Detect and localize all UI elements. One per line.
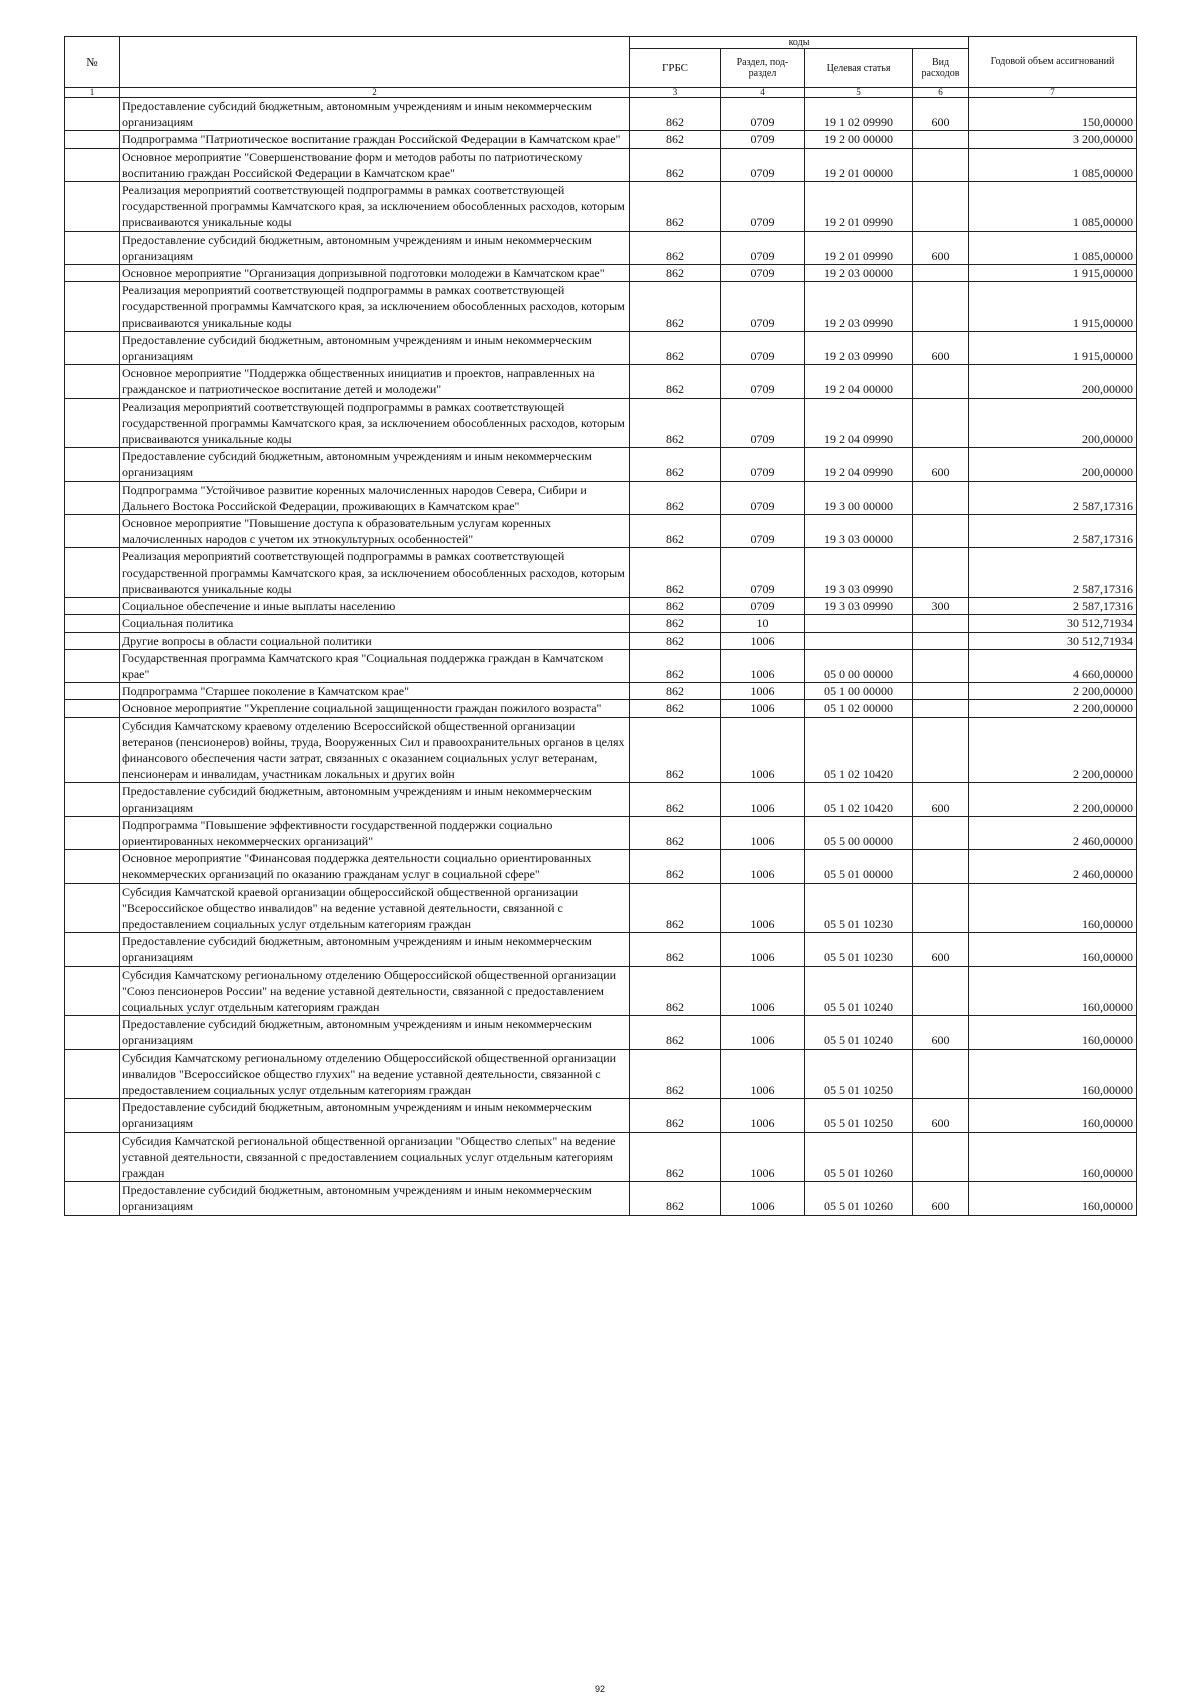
row-number-cell bbox=[65, 481, 120, 514]
row-sum-cell: 2 200,00000 bbox=[969, 783, 1137, 816]
row-sum-cell: 160,00000 bbox=[969, 1016, 1137, 1049]
row-sum-cell: 1 915,00000 bbox=[969, 331, 1137, 364]
row-cst-cell: 05 5 01 10230 bbox=[805, 933, 913, 966]
row-cst-cell: 19 2 00 00000 bbox=[805, 131, 913, 148]
row-number-cell bbox=[65, 131, 120, 148]
row-razdel-cell: 0709 bbox=[721, 182, 805, 232]
table-row bbox=[65, 700, 1137, 717]
table-row bbox=[65, 933, 1137, 966]
header-cst: Целевая статья bbox=[805, 49, 913, 88]
row-number-cell bbox=[65, 649, 120, 682]
row-number-cell bbox=[65, 632, 120, 649]
row-sum-cell: 150,00000 bbox=[969, 98, 1137, 131]
row-grbs-cell: 862 bbox=[630, 448, 721, 481]
row-sum-cell: 3 200,00000 bbox=[969, 131, 1137, 148]
row-cst-cell bbox=[805, 632, 913, 649]
row-vid-cell bbox=[913, 398, 969, 448]
row-vid-cell bbox=[913, 282, 969, 332]
row-name-cell: Субсидия Камчатскому региональному отделению Общероссийской общественной организации "Союз пенсионеров России" на ведение уставной деятельности, связанной с предоставлением социальных услуг отдельным категориям граждан bbox=[120, 966, 630, 1016]
row-name-cell: Социальная политика bbox=[120, 615, 630, 632]
row-vid-cell: 600 bbox=[913, 933, 969, 966]
table-row bbox=[65, 515, 1137, 548]
row-grbs-cell: 862 bbox=[630, 515, 721, 548]
row-grbs-cell: 862 bbox=[630, 700, 721, 717]
row-vid-cell: 300 bbox=[913, 598, 969, 615]
row-vid-cell: 600 bbox=[913, 1099, 969, 1132]
table-row bbox=[65, 1016, 1137, 1049]
row-vid-cell bbox=[913, 148, 969, 181]
row-razdel-cell: 1006 bbox=[721, 1016, 805, 1049]
row-number-cell bbox=[65, 448, 120, 481]
row-cst-cell: 05 5 01 10250 bbox=[805, 1099, 913, 1132]
row-name-cell: Субсидия Камчатскому краевому отделению Всероссийской общественной организации ветеранов (пенсионеров) войны, труда, Вооруженных Сил и правоохранительных органов в целях финансового обеспечения части затрат, связанных с оказанием социальных услуг ветеранам, пенсионерам и инвалидам, участникам локальных и других войн bbox=[120, 717, 630, 783]
row-vid-cell bbox=[913, 265, 969, 282]
row-name-cell: Субсидия Камчатской региональной общественной организации "Общество слепых" на ведение уставной деятельности, связанной с предоставлением социальных услуг отдельным категориям граждан bbox=[120, 1132, 630, 1182]
row-cst-cell: 05 0 00 00000 bbox=[805, 649, 913, 682]
row-sum-cell: 2 200,00000 bbox=[969, 700, 1137, 717]
row-vid-cell: 600 bbox=[913, 1182, 969, 1215]
row-number-cell bbox=[65, 598, 120, 615]
row-sum-cell: 2 587,17316 bbox=[969, 548, 1137, 598]
page-number: 92 bbox=[594, 1684, 605, 1694]
row-grbs-cell: 862 bbox=[630, 966, 721, 1016]
row-vid-cell: 600 bbox=[913, 331, 969, 364]
row-cst-cell: 19 2 03 09990 bbox=[805, 282, 913, 332]
header-no: № bbox=[65, 37, 120, 88]
row-razdel-cell: 0709 bbox=[721, 481, 805, 514]
row-vid-cell bbox=[913, 182, 969, 232]
row-number-cell bbox=[65, 365, 120, 398]
row-name-cell: Основное мероприятие "Организация допризывной подготовки молодежи в Камчатском крае" bbox=[120, 265, 630, 282]
row-name-cell: Предоставление субсидий бюджетным, автономным учреждениям и иным некоммерческим организациям bbox=[120, 448, 630, 481]
row-vid-cell bbox=[913, 1132, 969, 1182]
row-number-cell bbox=[65, 783, 120, 816]
row-grbs-cell: 862 bbox=[630, 1016, 721, 1049]
row-razdel-cell: 0709 bbox=[721, 548, 805, 598]
row-razdel-cell: 0709 bbox=[721, 265, 805, 282]
row-number-cell bbox=[65, 700, 120, 717]
row-sum-cell: 160,00000 bbox=[969, 1049, 1137, 1099]
row-grbs-cell: 862 bbox=[630, 850, 721, 883]
row-cst-cell: 05 1 00 00000 bbox=[805, 683, 913, 700]
row-grbs-cell: 862 bbox=[630, 933, 721, 966]
row-sum-cell: 1 085,00000 bbox=[969, 148, 1137, 181]
row-sum-cell: 1 085,00000 bbox=[969, 231, 1137, 264]
row-vid-cell bbox=[913, 481, 969, 514]
row-sum-cell: 2 200,00000 bbox=[969, 683, 1137, 700]
col-number: 4 bbox=[721, 88, 805, 98]
row-cst-cell: 05 5 01 10250 bbox=[805, 1049, 913, 1099]
row-razdel-cell: 1006 bbox=[721, 883, 805, 933]
row-vid-cell bbox=[913, 615, 969, 632]
table-row bbox=[65, 231, 1137, 264]
row-vid-cell: 600 bbox=[913, 231, 969, 264]
row-number-cell bbox=[65, 615, 120, 632]
row-cst-cell: 19 2 04 09990 bbox=[805, 398, 913, 448]
row-grbs-cell: 862 bbox=[630, 632, 721, 649]
row-grbs-cell: 862 bbox=[630, 282, 721, 332]
row-vid-cell bbox=[913, 649, 969, 682]
row-name-cell: Реализация мероприятий соответствующей подпрограммы в рамках соответствующей государственной программы Камчатского края, за исключением обособленных расходов, которым присваиваются уникальные коды bbox=[120, 548, 630, 598]
row-sum-cell: 160,00000 bbox=[969, 933, 1137, 966]
row-sum-cell: 160,00000 bbox=[969, 1099, 1137, 1132]
row-cst-cell: 05 1 02 00000 bbox=[805, 700, 913, 717]
row-vid-cell bbox=[913, 131, 969, 148]
row-razdel-cell: 1006 bbox=[721, 683, 805, 700]
row-cst-cell: 19 2 01 00000 bbox=[805, 148, 913, 181]
col-number: 2 bbox=[120, 88, 630, 98]
row-cst-cell: 05 5 00 00000 bbox=[805, 816, 913, 849]
row-number-cell bbox=[65, 515, 120, 548]
row-grbs-cell: 862 bbox=[630, 883, 721, 933]
header-row-codes bbox=[65, 37, 1137, 49]
row-sum-cell: 160,00000 bbox=[969, 1182, 1137, 1215]
table-row bbox=[65, 632, 1137, 649]
row-grbs-cell: 862 bbox=[630, 98, 721, 131]
row-grbs-cell: 862 bbox=[630, 148, 721, 181]
table-row bbox=[65, 649, 1137, 682]
budget-table-page bbox=[64, 36, 1136, 1216]
row-razdel-cell: 0709 bbox=[721, 331, 805, 364]
row-cst-cell: 19 2 04 00000 bbox=[805, 365, 913, 398]
row-name-cell: Предоставление субсидий бюджетным, автономным учреждениям и иным некоммерческим организациям bbox=[120, 231, 630, 264]
table-row bbox=[65, 448, 1137, 481]
row-name-cell: Предоставление субсидий бюджетным, автономным учреждениям и иным некоммерческим организациям bbox=[120, 98, 630, 131]
table-row bbox=[65, 282, 1137, 332]
row-sum-cell: 200,00000 bbox=[969, 398, 1137, 448]
row-name-cell: Предоставление субсидий бюджетным, автономным учреждениям и иным некоммерческим организациям bbox=[120, 1182, 630, 1215]
table-body bbox=[65, 98, 1137, 1216]
row-name-cell: Другие вопросы в области социальной политики bbox=[120, 632, 630, 649]
row-sum-cell: 30 512,71934 bbox=[969, 615, 1137, 632]
col-number: 7 bbox=[969, 88, 1137, 98]
row-vid-cell: 600 bbox=[913, 783, 969, 816]
row-number-cell bbox=[65, 683, 120, 700]
table-row bbox=[65, 182, 1137, 232]
row-vid-cell bbox=[913, 683, 969, 700]
row-grbs-cell: 862 bbox=[630, 816, 721, 849]
row-number-cell bbox=[65, 883, 120, 933]
row-number-cell bbox=[65, 148, 120, 181]
row-number-cell bbox=[65, 1099, 120, 1132]
row-grbs-cell: 862 bbox=[630, 331, 721, 364]
row-name-cell: Предоставление субсидий бюджетным, автономным учреждениям и иным некоммерческим организациям bbox=[120, 783, 630, 816]
row-name-cell: Государственная программа Камчатского края "Социальная поддержка граждан в Камчатском крае" bbox=[120, 649, 630, 682]
row-name-cell: Основное мероприятие "Поддержка общественных инициатив и проектов, направленных на гражданское и патриотическое воспитание детей и молодежи" bbox=[120, 365, 630, 398]
row-cst-cell: 19 2 04 09990 bbox=[805, 448, 913, 481]
row-vid-cell bbox=[913, 816, 969, 849]
row-cst-cell: 05 5 01 00000 bbox=[805, 850, 913, 883]
row-vid-cell bbox=[913, 700, 969, 717]
budget-allocation-table bbox=[64, 36, 1137, 1216]
row-razdel-cell: 0709 bbox=[721, 98, 805, 131]
row-razdel-cell: 1006 bbox=[721, 649, 805, 682]
table-row bbox=[65, 398, 1137, 448]
row-vid-cell bbox=[913, 883, 969, 933]
row-cst-cell: 19 3 03 09990 bbox=[805, 548, 913, 598]
row-name-cell: Предоставление субсидий бюджетным, автономным учреждениям и иным некоммерческим организациям bbox=[120, 331, 630, 364]
row-number-cell bbox=[65, 1049, 120, 1099]
row-number-cell bbox=[65, 1016, 120, 1049]
row-name-cell: Предоставление субсидий бюджетным, автономным учреждениям и иным некоммерческим организациям bbox=[120, 933, 630, 966]
row-grbs-cell: 862 bbox=[630, 131, 721, 148]
row-number-cell bbox=[65, 933, 120, 966]
row-number-cell bbox=[65, 850, 120, 883]
row-vid-cell bbox=[913, 850, 969, 883]
row-sum-cell: 1 915,00000 bbox=[969, 265, 1137, 282]
row-number-cell bbox=[65, 398, 120, 448]
row-razdel-cell: 1006 bbox=[721, 1182, 805, 1215]
table-row bbox=[65, 365, 1137, 398]
table-row bbox=[65, 265, 1137, 282]
table-row bbox=[65, 131, 1137, 148]
table-row bbox=[65, 331, 1137, 364]
table-row bbox=[65, 98, 1137, 131]
row-number-cell bbox=[65, 816, 120, 849]
row-razdel-cell: 1006 bbox=[721, 632, 805, 649]
row-vid-cell bbox=[913, 365, 969, 398]
row-grbs-cell: 862 bbox=[630, 598, 721, 615]
row-vid-cell: 600 bbox=[913, 1016, 969, 1049]
row-cst-cell bbox=[805, 615, 913, 632]
row-cst-cell: 19 3 03 09990 bbox=[805, 598, 913, 615]
row-cst-cell: 05 5 01 10240 bbox=[805, 1016, 913, 1049]
row-grbs-cell: 862 bbox=[630, 182, 721, 232]
row-grbs-cell: 862 bbox=[630, 481, 721, 514]
header-grbs: ГРБС bbox=[630, 49, 721, 88]
row-sum-cell: 200,00000 bbox=[969, 448, 1137, 481]
row-razdel-cell: 0709 bbox=[721, 148, 805, 181]
row-razdel-cell: 1006 bbox=[721, 850, 805, 883]
row-name-cell: Основное мероприятие "Укрепление социальной защищенности граждан пожилого возраста" bbox=[120, 700, 630, 717]
row-name-cell: Реализация мероприятий соответствующей подпрограммы в рамках соответствующей государственной программы Камчатского края, за исключением обособленных расходов, которым присваиваются уникальные коды bbox=[120, 282, 630, 332]
row-number-cell bbox=[65, 98, 120, 131]
row-razdel-cell: 0709 bbox=[721, 282, 805, 332]
col-number: 3 bbox=[630, 88, 721, 98]
row-number-cell bbox=[65, 182, 120, 232]
row-number-cell bbox=[65, 966, 120, 1016]
row-grbs-cell: 862 bbox=[630, 615, 721, 632]
row-razdel-cell: 0709 bbox=[721, 365, 805, 398]
row-vid-cell: 600 bbox=[913, 448, 969, 481]
table-row bbox=[65, 966, 1137, 1016]
row-grbs-cell: 862 bbox=[630, 398, 721, 448]
header-codes: коды bbox=[630, 37, 969, 49]
row-razdel-cell: 0709 bbox=[721, 131, 805, 148]
row-cst-cell: 19 3 03 00000 bbox=[805, 515, 913, 548]
row-cst-cell: 05 1 02 10420 bbox=[805, 783, 913, 816]
row-name-cell: Подпрограмма "Повышение эффективности государственной поддержки социально ориентированных некоммерческих организаций" bbox=[120, 816, 630, 849]
row-cst-cell: 05 5 01 10260 bbox=[805, 1182, 913, 1215]
row-grbs-cell: 862 bbox=[630, 649, 721, 682]
table-row bbox=[65, 615, 1137, 632]
row-grbs-cell: 862 bbox=[630, 717, 721, 783]
col-number: 1 bbox=[65, 88, 120, 98]
row-vid-cell bbox=[913, 966, 969, 1016]
row-sum-cell: 1 915,00000 bbox=[969, 282, 1137, 332]
row-name-cell: Реализация мероприятий соответствующей подпрограммы в рамках соответствующей государственной программы Камчатского края, за исключением обособленных расходов, которым присваиваются уникальные коды bbox=[120, 182, 630, 232]
row-sum-cell: 2 460,00000 bbox=[969, 850, 1137, 883]
row-grbs-cell: 862 bbox=[630, 1132, 721, 1182]
row-name-cell: Субсидия Камчатской краевой организации общероссийской общественной организации "Всероссийское общество инвалидов" на ведение уставной деятельности, связанной с предоставлением социальных услуг отдельным категориям граждан bbox=[120, 883, 630, 933]
row-sum-cell: 2 200,00000 bbox=[969, 717, 1137, 783]
row-name-cell: Подпрограмма "Патриотическое воспитание граждан Российской Федерации в Камчатском крае" bbox=[120, 131, 630, 148]
table-row bbox=[65, 683, 1137, 700]
row-grbs-cell: 862 bbox=[630, 683, 721, 700]
row-name-cell: Основное мероприятие "Повышение доступа к образовательным услугам коренных малочисленных народов с учетом их этнокультурных особенностей" bbox=[120, 515, 630, 548]
row-razdel-cell: 0709 bbox=[721, 515, 805, 548]
row-razdel-cell: 1006 bbox=[721, 966, 805, 1016]
row-sum-cell: 30 512,71934 bbox=[969, 632, 1137, 649]
row-grbs-cell: 862 bbox=[630, 231, 721, 264]
header-name bbox=[120, 37, 630, 88]
row-cst-cell: 05 5 01 10240 bbox=[805, 966, 913, 1016]
row-number-cell bbox=[65, 331, 120, 364]
row-sum-cell: 2 587,17316 bbox=[969, 481, 1137, 514]
table-row bbox=[65, 148, 1137, 181]
row-sum-cell: 2 587,17316 bbox=[969, 598, 1137, 615]
row-razdel-cell: 10 bbox=[721, 615, 805, 632]
row-grbs-cell: 862 bbox=[630, 548, 721, 598]
row-grbs-cell: 862 bbox=[630, 1099, 721, 1132]
row-cst-cell: 05 5 01 10260 bbox=[805, 1132, 913, 1182]
row-cst-cell: 19 2 01 09990 bbox=[805, 231, 913, 264]
row-vid-cell bbox=[913, 515, 969, 548]
row-cst-cell: 19 2 01 09990 bbox=[805, 182, 913, 232]
row-cst-cell: 19 3 00 00000 bbox=[805, 481, 913, 514]
row-vid-cell bbox=[913, 1049, 969, 1099]
row-grbs-cell: 862 bbox=[630, 1182, 721, 1215]
row-name-cell: Предоставление субсидий бюджетным, автономным учреждениям и иным некоммерческим организациям bbox=[120, 1099, 630, 1132]
header-razdel: Раздел, под-раздел bbox=[721, 49, 805, 88]
row-sum-cell: 160,00000 bbox=[969, 883, 1137, 933]
table-row bbox=[65, 481, 1137, 514]
row-name-cell: Предоставление субсидий бюджетным, автономным учреждениям и иным некоммерческим организациям bbox=[120, 1016, 630, 1049]
row-name-cell: Субсидия Камчатскому региональному отделению Общероссийской общественной организации инвалидов "Всероссийское общество глухих" на ведение уставной деятельности, связанной с предоставлением социальных услуг отдельным категориям граждан bbox=[120, 1049, 630, 1099]
row-sum-cell: 4 660,00000 bbox=[969, 649, 1137, 682]
row-grbs-cell: 862 bbox=[630, 783, 721, 816]
table-row bbox=[65, 1132, 1137, 1182]
row-grbs-cell: 862 bbox=[630, 365, 721, 398]
row-vid-cell bbox=[913, 717, 969, 783]
table-row bbox=[65, 850, 1137, 883]
header-sum: Годовой объем ассигнований bbox=[969, 37, 1137, 88]
row-number-cell bbox=[65, 548, 120, 598]
row-sum-cell: 160,00000 bbox=[969, 966, 1137, 1016]
row-grbs-cell: 862 bbox=[630, 1049, 721, 1099]
table-row bbox=[65, 598, 1137, 615]
row-razdel-cell: 0709 bbox=[721, 398, 805, 448]
row-sum-cell: 1 085,00000 bbox=[969, 182, 1137, 232]
table-row bbox=[65, 717, 1137, 783]
row-razdel-cell: 1006 bbox=[721, 816, 805, 849]
row-razdel-cell: 1006 bbox=[721, 1049, 805, 1099]
row-cst-cell: 19 2 03 00000 bbox=[805, 265, 913, 282]
row-number-cell bbox=[65, 717, 120, 783]
row-razdel-cell: 1006 bbox=[721, 700, 805, 717]
table-row bbox=[65, 1099, 1137, 1132]
row-name-cell: Основное мероприятие "Совершенствование форм и методов работы по патриотическому воспитанию граждан Российской Федерации в Камчатском крае" bbox=[120, 148, 630, 181]
row-vid-cell: 600 bbox=[913, 98, 969, 131]
row-name-cell: Основное мероприятие "Финансовая поддержка деятельности социально ориентированных некоммерческих организаций по оказанию гражданам услуг в социальной сфере" bbox=[120, 850, 630, 883]
table-row bbox=[65, 1182, 1137, 1215]
row-cst-cell: 19 1 02 09990 bbox=[805, 98, 913, 131]
row-razdel-cell: 1006 bbox=[721, 783, 805, 816]
row-vid-cell bbox=[913, 632, 969, 649]
col-number: 6 bbox=[913, 88, 969, 98]
row-number-cell bbox=[65, 282, 120, 332]
table-row bbox=[65, 816, 1137, 849]
row-name-cell: Подпрограмма "Устойчивое развитие коренных малочисленных народов Севера, Сибири и Дальнего Востока Российской Федерации, проживающих в Камчатском крае" bbox=[120, 481, 630, 514]
row-razdel-cell: 0709 bbox=[721, 448, 805, 481]
row-number-cell bbox=[65, 1132, 120, 1182]
row-name-cell: Социальное обеспечение и иные выплаты населению bbox=[120, 598, 630, 615]
row-sum-cell: 160,00000 bbox=[969, 1132, 1137, 1182]
row-razdel-cell: 0709 bbox=[721, 598, 805, 615]
row-cst-cell: 05 1 02 10420 bbox=[805, 717, 913, 783]
row-razdel-cell: 1006 bbox=[721, 1099, 805, 1132]
header-vid: Вид расходов bbox=[913, 49, 969, 88]
row-name-cell: Подпрограмма "Старшее поколение в Камчатском крае" bbox=[120, 683, 630, 700]
row-cst-cell: 05 5 01 10230 bbox=[805, 883, 913, 933]
table-row bbox=[65, 783, 1137, 816]
table-row bbox=[65, 548, 1137, 598]
row-cst-cell: 19 2 03 09990 bbox=[805, 331, 913, 364]
header-column-numbers bbox=[65, 88, 1137, 98]
col-number: 5 bbox=[805, 88, 913, 98]
row-razdel-cell: 1006 bbox=[721, 1132, 805, 1182]
row-vid-cell bbox=[913, 548, 969, 598]
table-row bbox=[65, 883, 1137, 933]
row-name-cell: Реализация мероприятий соответствующей подпрограммы в рамках соответствующей государственной программы Камчатского края, за исключением обособленных расходов, которым присваиваются уникальные коды bbox=[120, 398, 630, 448]
row-number-cell bbox=[65, 231, 120, 264]
row-number-cell bbox=[65, 265, 120, 282]
row-sum-cell: 2 587,17316 bbox=[969, 515, 1137, 548]
row-razdel-cell: 1006 bbox=[721, 717, 805, 783]
table-row bbox=[65, 1049, 1137, 1099]
row-grbs-cell: 862 bbox=[630, 265, 721, 282]
row-razdel-cell: 1006 bbox=[721, 933, 805, 966]
row-sum-cell: 200,00000 bbox=[969, 365, 1137, 398]
row-razdel-cell: 0709 bbox=[721, 231, 805, 264]
row-sum-cell: 2 460,00000 bbox=[969, 816, 1137, 849]
row-number-cell bbox=[65, 1182, 120, 1215]
